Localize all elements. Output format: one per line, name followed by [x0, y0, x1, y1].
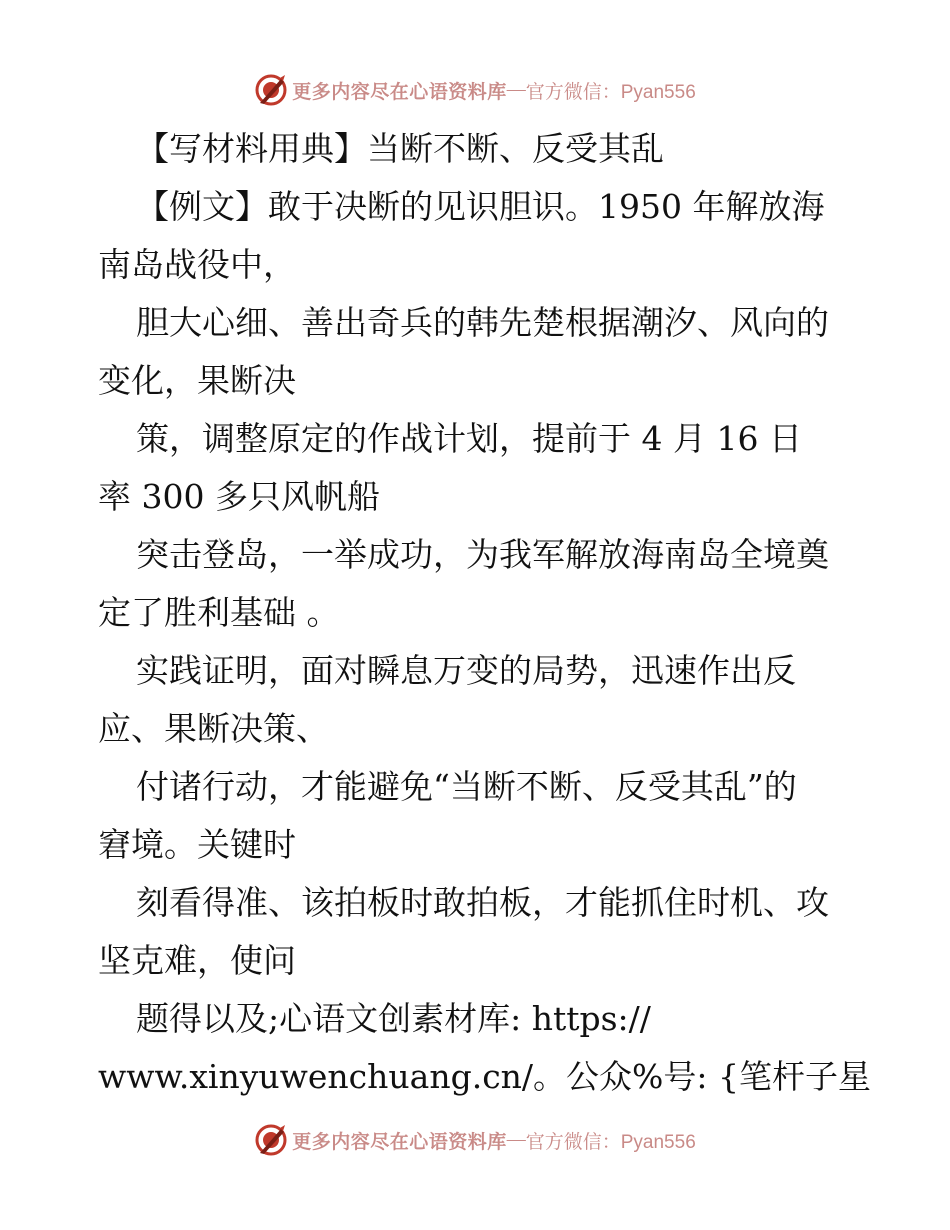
header-watermark-banner: [0, 70, 950, 110]
text-line: 定了胜利基础 。: [98, 593, 340, 632]
text-line: 变化，果断决: [98, 361, 296, 400]
text-line: 窘境。关键时: [98, 825, 296, 864]
footer-watermark-banner: [0, 1120, 950, 1160]
text-line: 策，调整原定的作战计划，提前于 4 月 16 日: [136, 419, 802, 458]
banner-title: 更多内容尽在心语资料库: [292, 1131, 507, 1153]
text-line: 率 300 多只风帆船: [98, 477, 380, 516]
text-line: 付诸行动，才能避免“当断不断、反受其乱”的: [136, 767, 797, 806]
text-line: 坚克难，使问: [98, 941, 296, 980]
banner-contact: 官方微信：Pyan556: [525, 81, 696, 103]
quill-seal-logo-icon: [254, 1123, 288, 1157]
text-line: 应、果断决策、: [98, 709, 329, 748]
text-line: 【写材料用典】当断不断、反受其乱: [136, 129, 664, 168]
banner-title: 更多内容尽在心语资料库: [292, 81, 507, 103]
text-line: 【例文】敢于决断的见识胆识。1950 年解放海: [136, 187, 825, 226]
text-line: 南岛战役中，: [98, 245, 296, 284]
banner-dash: —: [506, 1129, 526, 1150]
quill-seal-logo-icon: [254, 73, 288, 107]
text-line: 实践证明，面对瞬息万变的局势，迅速作出反: [136, 651, 796, 690]
article-body: [98, 120, 872, 1106]
banner-contact: 官方微信：Pyan556: [525, 1131, 696, 1153]
text-line: 胆大心细、善出奇兵的韩先楚根据潮汐、风向的: [136, 303, 829, 342]
text-line: 题得以及;心语文创素材库: https://: [136, 999, 651, 1038]
text-line: 刻看得准、该拍板时敢拍板，才能抓住时机、攻: [136, 883, 829, 922]
text-line: 突击登岛，一举成功，为我军解放海南岛全境奠: [136, 535, 829, 574]
banner-dash: —: [506, 79, 526, 100]
text-line: www.xinyuwenchuang.cn/。公众%号: {笔杆子星: [98, 1057, 872, 1096]
